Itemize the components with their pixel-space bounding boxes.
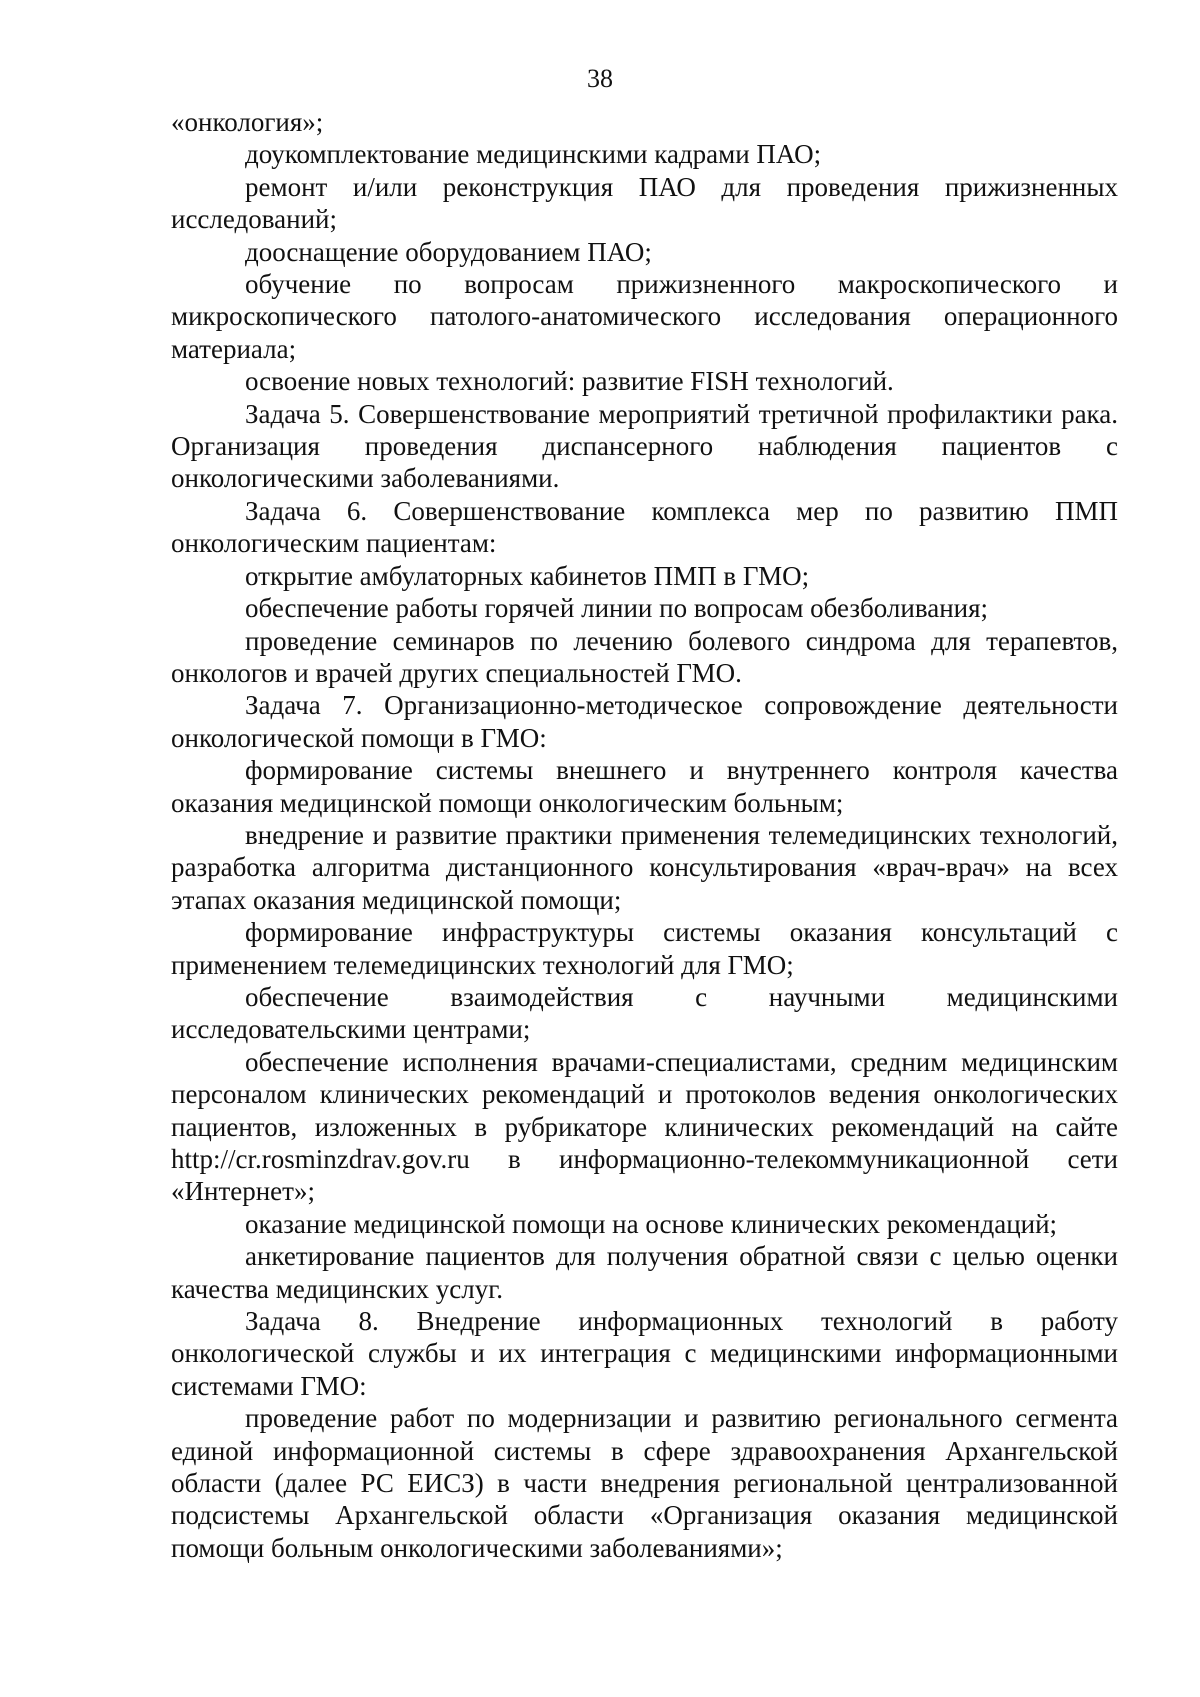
paragraph: ремонт и/или реконструкция ПАО для проведения прижизненных исследований; bbox=[171, 171, 1118, 235]
document-body bbox=[171, 106, 1118, 1564]
paragraph-task-8: Задача 8. Внедрение информационных технологий в работу онкологической службы и их интеграция с медицинскими информационными системами ГМО: bbox=[171, 1306, 1118, 1401]
paragraph: формирование инфраструктуры системы оказания консультаций с применением телемедицинских технологий для ГМО; bbox=[171, 917, 1118, 980]
paragraph: проведение работ по модернизации и развитию регионального сегмента единой информационной системы в сфере здравоохранения Архангельской области (далее РС ЕИСЗ) в части внедрения региональной централизованной подсистемы Архангельской области «Организация оказания медицинской помощи больным онкологическими заболеваниями»; bbox=[171, 1403, 1118, 1563]
paragraph: обучение по вопросам прижизненного макроскопического и микроскопического патолого-анатомического исследования операционного материала; bbox=[171, 269, 1118, 364]
paragraph: освоение новых технологий: развитие FISH технологий. bbox=[245, 366, 894, 397]
paragraph: обеспечение работы горячей линии по вопросам обезболивания; bbox=[245, 593, 989, 624]
paragraph-task-5: Задача 5. Совершенствование мероприятий третичной профилактики рака. Организация проведения диспансерного наблюдения пациентов с онкологическими заболеваниями. bbox=[171, 398, 1118, 494]
paragraph: обеспечение исполнения врачами-специалистами, средним медицинским персоналом клинических рекомендаций и протоколов ведения онкологических пациентов, изложенных в рубрикаторе клинических рекомендаций на сайте http://cr.rosminzdrav.gov.ru в информационно-телекоммуникационной сети «Интернет»; bbox=[171, 1046, 1118, 1207]
paragraph: «онкология»; bbox=[171, 107, 324, 137]
paragraph: обеспечение взаимодействия с научными медицинскими исследовательскими центрами; bbox=[171, 981, 1118, 1045]
paragraph-task-6: Задача 6. Совершенствование комплекса мер по развитию ПМП онкологическим пациентам: bbox=[171, 495, 1118, 559]
paragraph: проведение семинаров по лечению болевого синдрома для терапевтов, онкологов и врачей других специальностей ГМО. bbox=[171, 625, 1118, 688]
paragraph: дооснащение оборудованием ПАО; bbox=[245, 236, 652, 267]
paragraph: открытие амбулаторных кабинетов ПМП в ГМО; bbox=[245, 560, 810, 591]
paragraph: анкетирование пациентов для получения обратной связи с целью оценки качества медицинских услуг. bbox=[171, 1241, 1118, 1304]
page-number: 38 bbox=[587, 64, 613, 93]
paragraph: оказание медицинской помощи на основе клинических рекомендаций; bbox=[245, 1208, 1058, 1239]
paragraph: формирование системы внешнего и внутреннего контроля качества оказания медицинской помощи онкологическим больным; bbox=[171, 755, 1118, 818]
paragraph: внедрение и развитие практики применения телемедицинских технологий, разработка алгоритма дистанционного консультирования «врач-врач» на всех этапах оказания медицинской помощи; bbox=[171, 819, 1118, 915]
paragraph: доукомплектование медицинскими кадрами ПАО; bbox=[245, 139, 822, 170]
paragraph-task-7: Задача 7. Организационно-методическое сопровождение деятельности онкологической помощи в ГМО: bbox=[171, 690, 1118, 753]
